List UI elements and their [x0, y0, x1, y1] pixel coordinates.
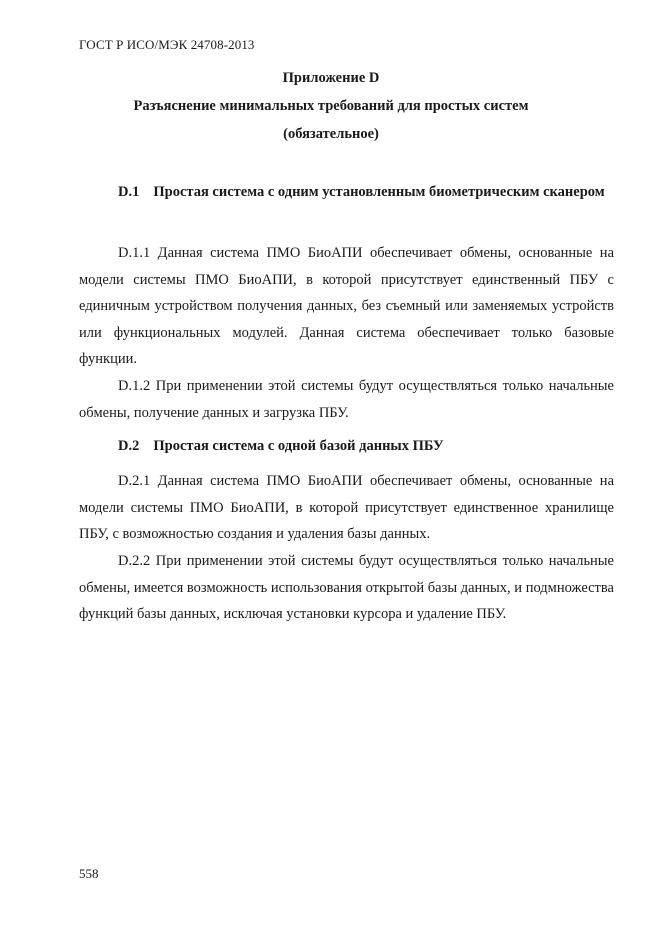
annex-status: (обязательное)	[283, 126, 379, 142]
section-heading-d2	[79, 433, 614, 460]
paragraph-d2-1: D.2.1 Данная система ПМО БиоАПИ обеспечивает обмены, основанные на модели системы ПМО БиоАПИ, в которой присутствует единственное хранилище ПБУ, с возможностью создания и удаления базы данных.	[79, 473, 614, 542]
running-header: ГОСТ Р ИСО/МЭК 24708-2013	[79, 37, 255, 52]
section-heading-d1	[79, 179, 614, 206]
section-title: Простая система с одной базой данных ПБУ	[153, 438, 444, 454]
annex-label: Приложение D	[282, 70, 380, 86]
page-number: 558	[79, 866, 99, 881]
section-number: D.1	[118, 184, 140, 200]
paragraph-d1-2: D.1.2 При применении этой системы будут осуществляться только начальные обмены, получение данных и загрузка ПБУ.	[79, 378, 614, 421]
paragraph-d2-2: D.2.2 При применении этой системы будут осуществляться только начальные обмены, имеется возможность использования открытой базы данных, и подмножества функций базы данных, исключая установки курсора и удаление ПБУ.	[79, 553, 614, 622]
section-title: Простая система с одним установленным биометрическим сканером	[153, 184, 605, 200]
paragraph-d1-1: D.1.1 Данная система ПМО БиоАПИ обеспечивает обмены, основанные на модели системы ПМО БиоАПИ, в которой присутствует единственный ПБУ с единичным устройством получения данных, без съемный или заменяемых устройств или функциональных модулей. Данная система обеспечивает только базовые функции.	[79, 245, 614, 367]
section-number: D.2	[118, 438, 140, 454]
annex-title: Разъяснение минимальных требований для простых систем	[133, 98, 529, 114]
